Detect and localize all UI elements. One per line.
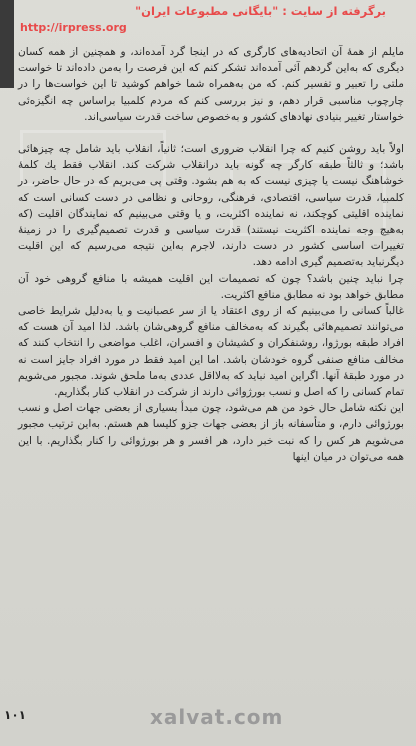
paragraph-3: چرا نباید چنین باشد؟ چون که تصمیمات این اقلیت همیشه با منافع گروهی خود آن مطابق خواهد بود نه مطابق منافع اکثریت. [18, 272, 404, 301]
scan-edge-shadow [0, 0, 14, 88]
paragraph-2: اولاً باید روشن کنیم که چرا انقلاب ضروری است؛ ثانیاً، انقلاب باید شامل چه چیزهائی باشد؛ و ثالثاً طبقه کارگر چه گونه باید درانقلاب شرکت کند. انقلاب فقط یك کلمهٔ خوشاهنگ نیست یا چیزی نیست که به‌ هم بشود. وقتی پی می‌بریم که در حال حاضر، در کلمبیا، قدرت سیاسی، اقتصادی، فرهنگی، روحانی و نظامی در دست کسانی است که نماینده اقلیتی کوچکند، نه نماینده اکثریت، و یا وقتی می‌بینیم که نمایندگان اقلیت (که به‌هیچ وجه نماینده اکثریت نیستند) قدرت سیاسی و قدرت تصمیم‌گیری را در زمینهٔ تغییرات اساسی کشور در دست دارند، لاجرم به‌این نتیجه می‌رسیم که این اقلیت دیگرنباید به‌تصمیم گیری ادامه دهد. [18, 143, 404, 269]
watermark: xalvat.com [150, 705, 284, 729]
paragraph-5: این نکته شامل حال خود من هم می‌شود، چون مبدأ بسیاری از بعضی جهات اصل و نسب بورژوائی دارم، و متأسفانه باز از بعضی جهات جزو کلیسا هم هستم. به‌این ترتیب مجبور می‌شویم هر کس را که نبت خبر دارد، هر افسر و هر بورژوائی را کنار بگذاریم. با این همه می‌توان در میان اینها [18, 402, 404, 463]
source-url: http://irpress.org [20, 21, 127, 34]
page-number: ۱۰۱ [4, 708, 26, 722]
source-header [20, 4, 386, 34]
paragraph-4: غالباً کسانی را می‌بینیم که از روی اعتقاد یا از سر عصبانیت و یا به‌دلیل شرایط خاصی می‌توانند تصمیم‌هائی بگیرند که به‌مخالف منافع گروهی‌شان باشد. لذا امید آن هست که افراد طبقه بورژوا، روشنفکران و کشیشان و افسران، اغلب مواضعی را انتخاب کنند که مخالف منافع صنفی گروه خودشان باشد. اما این امید فقط در مورد افراد جایز است نه در مورد طبقهٔ آنها. اگراین امید نباید که به‌لااقل عددی به‌ما ملحق شوند. مجبور می‌شویم تمام کسانی را که اصل و نسب بورژوائی دارند از شرکت در انقلاب کنار بگذاریم. [18, 305, 404, 399]
source-line: برگرفته از سایت : "بایگانی مطبوعات ایران" [135, 4, 386, 18]
paragraph-1: مایلم از همهٔ آن اتحادیه‌های کارگری که در اینجا گرد آمده‌اند، و همچنین از همه کسان دیگری که به‌این گردهم آئی آمده‌اند تشکر کنم که این فرصت را به‌من داده‌اند تا خواست ملتی را تعبیر و تفسیر کنم. که من به‌همراه شما خواهم کوشید تا این خواست‌ها را در چارچوب مناسبی قرار دهم، و نیز بررسی کنم که مردم کلمبیا براساس چه انگیزه‌ئی خواستار تغییر بنیادی نهادهای کشور و به‌خصوص ساخت قدرت سیاسی‌اند. [18, 46, 404, 123]
article-body [18, 44, 404, 465]
